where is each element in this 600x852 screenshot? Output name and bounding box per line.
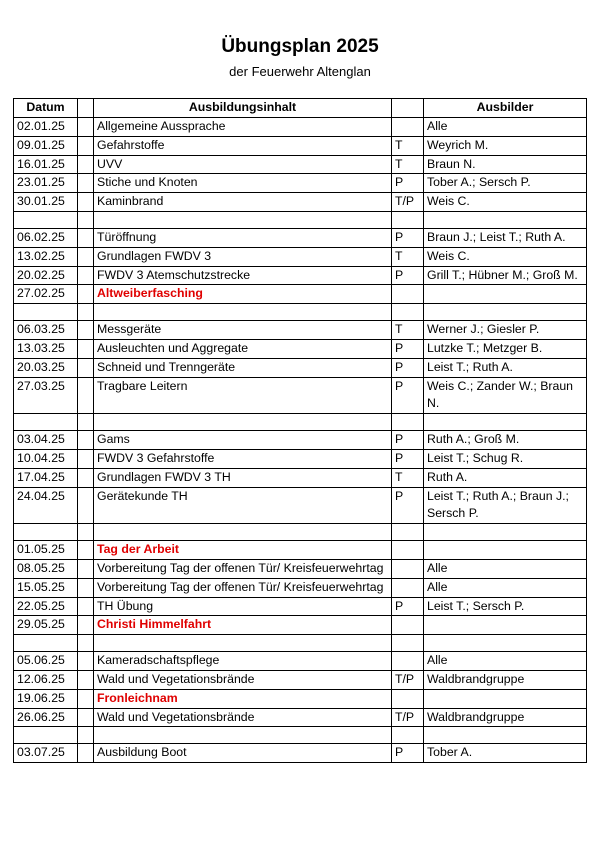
type-cell bbox=[392, 616, 424, 635]
content-cell: Ausleuchten und Aggregate bbox=[94, 339, 392, 358]
empty-cell bbox=[94, 414, 392, 431]
gap-cell bbox=[78, 321, 94, 340]
instructor-cell bbox=[424, 689, 587, 708]
type-cell: P bbox=[392, 174, 424, 193]
instructor-cell: Braun N. bbox=[424, 155, 587, 174]
content-cell: FWDV 3 Gefahrstoffe bbox=[94, 449, 392, 468]
type-cell: T bbox=[392, 136, 424, 155]
gap-cell bbox=[78, 174, 94, 193]
empty-cell bbox=[78, 635, 94, 652]
date-cell: 12.06.25 bbox=[14, 670, 78, 689]
empty-cell bbox=[94, 304, 392, 321]
content-cell: Vorbereitung Tag der offenen Tür/ Kreisfeuerwehrtag bbox=[94, 559, 392, 578]
page-subtitle: der Feuerwehr Altenglan bbox=[229, 64, 371, 79]
gap-cell bbox=[78, 136, 94, 155]
table-row bbox=[14, 431, 587, 450]
date-cell: 20.03.25 bbox=[14, 358, 78, 377]
content-cell: UVV bbox=[94, 155, 392, 174]
date-cell: 27.03.25 bbox=[14, 377, 78, 414]
date-cell: 02.01.25 bbox=[14, 118, 78, 137]
spacer-row bbox=[14, 524, 587, 541]
empty-cell bbox=[392, 211, 424, 228]
type-cell: P bbox=[392, 597, 424, 616]
content-cell: Schneid und Trenngeräte bbox=[94, 358, 392, 377]
instructor-cell: Alle bbox=[424, 652, 587, 671]
type-cell: P bbox=[392, 431, 424, 450]
table-row bbox=[14, 321, 587, 340]
type-cell: T bbox=[392, 155, 424, 174]
gap-cell bbox=[78, 377, 94, 414]
holiday-cell: Christi Himmelfahrt bbox=[94, 616, 392, 635]
instructor-cell: Leist T.; Schug R. bbox=[424, 449, 587, 468]
content-cell: Kameradschaftspflege bbox=[94, 652, 392, 671]
table-row bbox=[14, 155, 587, 174]
empty-cell bbox=[424, 304, 587, 321]
instructor-cell: Leist T.; Ruth A.; Braun J.; Sersch P. bbox=[424, 487, 587, 524]
instructor-cell bbox=[424, 285, 587, 304]
gap-cell bbox=[78, 228, 94, 247]
instructor-cell bbox=[424, 541, 587, 560]
empty-cell bbox=[14, 414, 78, 431]
date-cell: 03.04.25 bbox=[14, 431, 78, 450]
gap-cell bbox=[78, 670, 94, 689]
instructor-cell: Waldbrandgruppe bbox=[424, 708, 587, 727]
empty-cell bbox=[94, 635, 392, 652]
empty-cell bbox=[424, 524, 587, 541]
gap-cell bbox=[78, 468, 94, 487]
gap-cell bbox=[78, 652, 94, 671]
empty-cell bbox=[14, 211, 78, 228]
instructor-cell: Ruth A.; Groß M. bbox=[424, 431, 587, 450]
table-row bbox=[14, 285, 587, 304]
date-cell: 29.05.25 bbox=[14, 616, 78, 635]
instructor-cell: Leist T.; Sersch P. bbox=[424, 597, 587, 616]
table-row bbox=[14, 174, 587, 193]
instructor-cell: Lutzke T.; Metzger B. bbox=[424, 339, 587, 358]
table-header-row bbox=[14, 99, 587, 118]
table-row bbox=[14, 708, 587, 727]
empty-cell bbox=[94, 727, 392, 744]
instructor-cell: Ruth A. bbox=[424, 468, 587, 487]
table-row bbox=[14, 247, 587, 266]
empty-cell bbox=[78, 304, 94, 321]
date-cell: 16.01.25 bbox=[14, 155, 78, 174]
content-cell: Tragbare Leitern bbox=[94, 377, 392, 414]
type-cell: P bbox=[392, 339, 424, 358]
type-cell: P bbox=[392, 449, 424, 468]
gap-cell bbox=[78, 118, 94, 137]
empty-cell bbox=[392, 304, 424, 321]
type-cell: P bbox=[392, 377, 424, 414]
empty-cell bbox=[392, 414, 424, 431]
instructor-cell: Weis C. bbox=[424, 193, 587, 212]
gap-cell bbox=[78, 559, 94, 578]
content-cell: Grundlagen FWDV 3 TH bbox=[94, 468, 392, 487]
type-cell bbox=[392, 578, 424, 597]
table-row bbox=[14, 136, 587, 155]
content-cell: FWDV 3 Atemschutzstrecke bbox=[94, 266, 392, 285]
gap-cell bbox=[78, 285, 94, 304]
instructor-cell: Grill T.; Hübner M.; Groß M. bbox=[424, 266, 587, 285]
date-cell: 13.02.25 bbox=[14, 247, 78, 266]
type-cell bbox=[392, 559, 424, 578]
table-row bbox=[14, 559, 587, 578]
type-cell: P bbox=[392, 266, 424, 285]
type-cell: T/P bbox=[392, 708, 424, 727]
column-header-content: Ausbildungsinhalt bbox=[94, 99, 392, 118]
instructor-cell: Weis C.; Zander W.; Braun N. bbox=[424, 377, 587, 414]
content-cell: Gams bbox=[94, 431, 392, 450]
date-cell: 06.02.25 bbox=[14, 228, 78, 247]
content-cell: TH Übung bbox=[94, 597, 392, 616]
empty-cell bbox=[14, 727, 78, 744]
column-header-instructor: Ausbilder bbox=[424, 99, 587, 118]
date-cell: 20.02.25 bbox=[14, 266, 78, 285]
date-cell: 13.03.25 bbox=[14, 339, 78, 358]
instructor-cell bbox=[424, 616, 587, 635]
table-row bbox=[14, 118, 587, 137]
date-cell: 19.06.25 bbox=[14, 689, 78, 708]
spacer-row bbox=[14, 414, 587, 431]
instructor-cell: Leist T.; Ruth A. bbox=[424, 358, 587, 377]
empty-cell bbox=[78, 524, 94, 541]
empty-cell bbox=[78, 727, 94, 744]
instructor-cell: Tober A. bbox=[424, 744, 587, 763]
date-cell: 09.01.25 bbox=[14, 136, 78, 155]
gap-cell bbox=[78, 247, 94, 266]
date-cell: 10.04.25 bbox=[14, 449, 78, 468]
instructor-cell: Werner J.; Giesler P. bbox=[424, 321, 587, 340]
instructor-cell: Alle bbox=[424, 578, 587, 597]
page-title: Übungsplan 2025 bbox=[221, 36, 379, 57]
empty-cell bbox=[94, 211, 392, 228]
content-cell: Vorbereitung Tag der offenen Tür/ Kreisfeuerwehrtag bbox=[94, 578, 392, 597]
spacer-row bbox=[14, 304, 587, 321]
type-cell: P bbox=[392, 228, 424, 247]
instructor-cell: Braun J.; Leist T.; Ruth A. bbox=[424, 228, 587, 247]
table-row bbox=[14, 597, 587, 616]
gap-cell bbox=[78, 155, 94, 174]
empty-cell bbox=[14, 524, 78, 541]
empty-cell bbox=[424, 727, 587, 744]
holiday-cell: Tag der Arbeit bbox=[94, 541, 392, 560]
table-row bbox=[14, 468, 587, 487]
content-cell: Grundlagen FWDV 3 bbox=[94, 247, 392, 266]
empty-cell bbox=[14, 304, 78, 321]
date-cell: 30.01.25 bbox=[14, 193, 78, 212]
gap-cell bbox=[78, 541, 94, 560]
content-cell: Wald und Vegetationsbrände bbox=[94, 670, 392, 689]
content-cell: Türöffnung bbox=[94, 228, 392, 247]
table-body bbox=[14, 118, 587, 763]
date-cell: 06.03.25 bbox=[14, 321, 78, 340]
gap-cell bbox=[78, 266, 94, 285]
gap-cell bbox=[78, 487, 94, 524]
content-cell: Stiche und Knoten bbox=[94, 174, 392, 193]
type-cell bbox=[392, 285, 424, 304]
table-row bbox=[14, 228, 587, 247]
gap-cell bbox=[78, 358, 94, 377]
type-cell: P bbox=[392, 358, 424, 377]
date-cell: 24.04.25 bbox=[14, 487, 78, 524]
content-cell: Ausbildung Boot bbox=[94, 744, 392, 763]
empty-cell bbox=[78, 414, 94, 431]
table-row bbox=[14, 652, 587, 671]
type-cell bbox=[392, 689, 424, 708]
empty-cell bbox=[392, 727, 424, 744]
type-cell: T/P bbox=[392, 193, 424, 212]
gap-cell bbox=[78, 339, 94, 358]
spacer-row bbox=[14, 211, 587, 228]
table-row bbox=[14, 266, 587, 285]
instructor-cell: Waldbrandgruppe bbox=[424, 670, 587, 689]
training-schedule-table bbox=[13, 98, 587, 763]
gap-cell bbox=[78, 616, 94, 635]
type-cell: T bbox=[392, 321, 424, 340]
instructor-cell: Alle bbox=[424, 118, 587, 137]
gap-cell bbox=[78, 449, 94, 468]
gap-cell bbox=[78, 689, 94, 708]
empty-cell bbox=[78, 211, 94, 228]
date-cell: 03.07.25 bbox=[14, 744, 78, 763]
gap-cell bbox=[78, 431, 94, 450]
date-cell: 08.05.25 bbox=[14, 559, 78, 578]
empty-cell bbox=[424, 211, 587, 228]
table-row bbox=[14, 377, 587, 414]
instructor-cell: Tober A.; Sersch P. bbox=[424, 174, 587, 193]
column-header-date: Datum bbox=[14, 99, 78, 118]
content-cell: Gefahrstoffe bbox=[94, 136, 392, 155]
empty-cell bbox=[94, 524, 392, 541]
type-cell: T/P bbox=[392, 670, 424, 689]
table-row bbox=[14, 744, 587, 763]
column-header-blank bbox=[78, 99, 94, 118]
instructor-cell: Weyrich M. bbox=[424, 136, 587, 155]
table-row bbox=[14, 339, 587, 358]
gap-cell bbox=[78, 597, 94, 616]
date-cell: 05.06.25 bbox=[14, 652, 78, 671]
table-row bbox=[14, 689, 587, 708]
spacer-row bbox=[14, 635, 587, 652]
spacer-row bbox=[14, 727, 587, 744]
date-cell: 01.05.25 bbox=[14, 541, 78, 560]
date-cell: 27.02.25 bbox=[14, 285, 78, 304]
date-cell: 22.05.25 bbox=[14, 597, 78, 616]
type-cell: T bbox=[392, 468, 424, 487]
empty-cell bbox=[424, 414, 587, 431]
content-cell: Gerätekunde TH bbox=[94, 487, 392, 524]
empty-cell bbox=[392, 635, 424, 652]
table-row bbox=[14, 541, 587, 560]
column-header-type bbox=[392, 99, 424, 118]
gap-cell bbox=[78, 744, 94, 763]
type-cell: P bbox=[392, 744, 424, 763]
table-row bbox=[14, 487, 587, 524]
type-cell bbox=[392, 118, 424, 137]
gap-cell bbox=[78, 708, 94, 727]
table-row bbox=[14, 616, 587, 635]
table-row bbox=[14, 670, 587, 689]
empty-cell bbox=[392, 524, 424, 541]
type-cell bbox=[392, 652, 424, 671]
gap-cell bbox=[78, 578, 94, 597]
date-cell: 17.04.25 bbox=[14, 468, 78, 487]
table-row bbox=[14, 578, 587, 597]
type-cell: T bbox=[392, 247, 424, 266]
type-cell: P bbox=[392, 487, 424, 524]
content-cell: Messgeräte bbox=[94, 321, 392, 340]
date-cell: 15.05.25 bbox=[14, 578, 78, 597]
content-cell: Kaminbrand bbox=[94, 193, 392, 212]
table-row bbox=[14, 193, 587, 212]
gap-cell bbox=[78, 193, 94, 212]
table-row bbox=[14, 449, 587, 468]
holiday-cell: Altweiberfasching bbox=[94, 285, 392, 304]
holiday-cell: Fronleichnam bbox=[94, 689, 392, 708]
date-cell: 23.01.25 bbox=[14, 174, 78, 193]
content-cell: Wald und Vegetationsbrände bbox=[94, 708, 392, 727]
table-row bbox=[14, 358, 587, 377]
empty-cell bbox=[424, 635, 587, 652]
empty-cell bbox=[14, 635, 78, 652]
date-cell: 26.06.25 bbox=[14, 708, 78, 727]
type-cell bbox=[392, 541, 424, 560]
instructor-cell: Weis C. bbox=[424, 247, 587, 266]
content-cell: Allgemeine Aussprache bbox=[94, 118, 392, 137]
instructor-cell: Alle bbox=[424, 559, 587, 578]
